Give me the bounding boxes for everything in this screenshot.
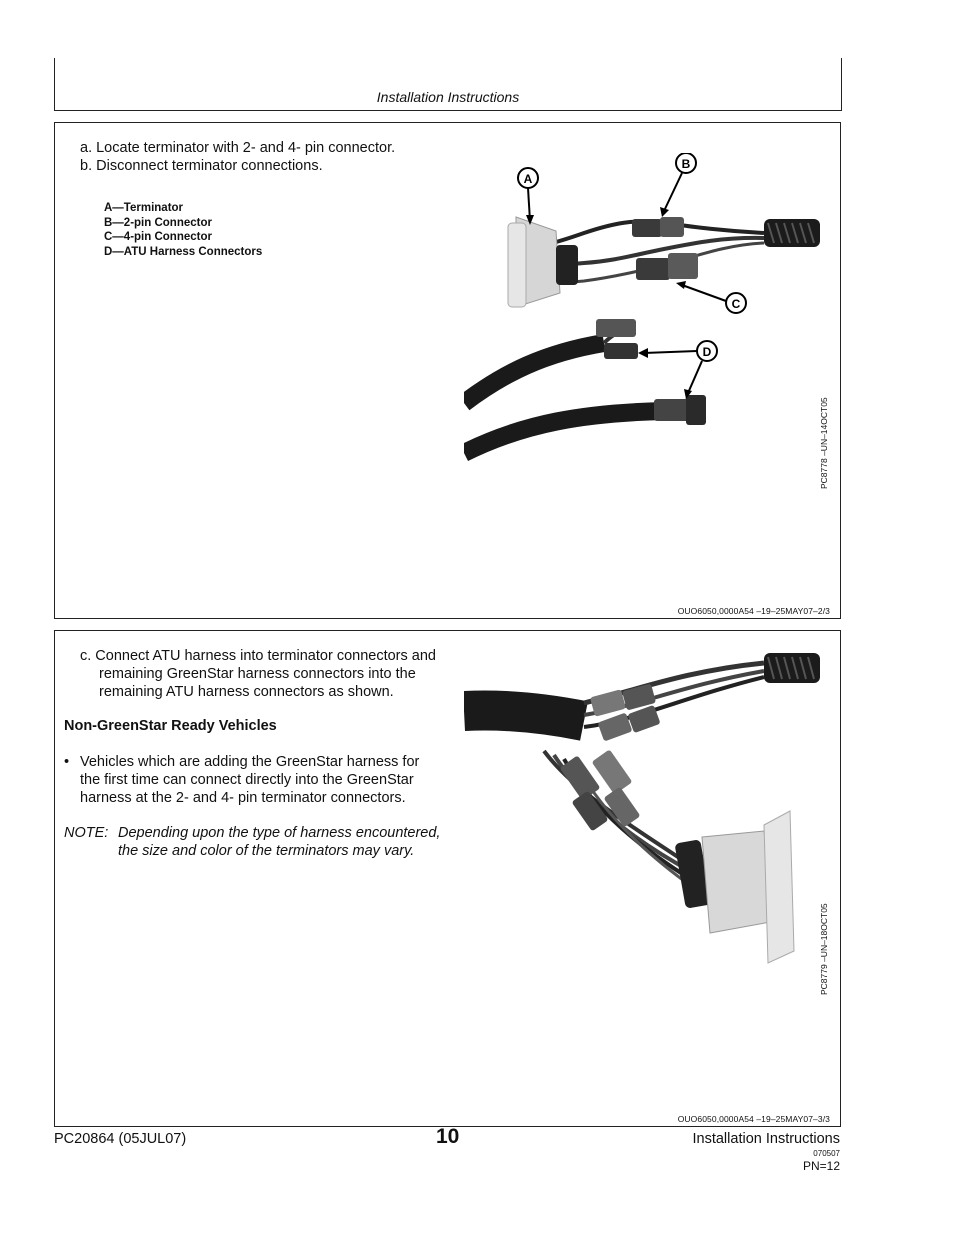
callout-b: [660, 153, 696, 217]
bullet-icon: •: [64, 754, 70, 770]
terminator-harness-photo: [464, 153, 824, 478]
page-header-title: Installation Instructions: [376, 89, 520, 105]
legend-item-a: A—Terminator: [104, 202, 184, 214]
svg-text:C: C: [731, 297, 741, 311]
step-c-line-1: c. Connect ATU harness into terminator connectors and: [80, 648, 436, 664]
callout-c: [676, 281, 746, 313]
note-label: NOTE:: [64, 825, 109, 841]
svg-text:B: B: [681, 157, 691, 171]
figure-1-image-label: PC8778 –UN–14OCT05: [819, 397, 829, 489]
step-a: a. Locate terminator with 2- and 4- pin connector.: [80, 140, 396, 156]
step-c-line-3: remaining ATU harness connectors as shown.: [99, 684, 394, 700]
header-box: [54, 58, 842, 111]
note-block: [64, 824, 484, 860]
instruction-panel-2: [54, 630, 841, 1127]
bullet-line-3: harness at the 2- and 4- pin terminator connectors.: [80, 790, 406, 806]
footer-doc-id: PC20864 (05JUL07): [54, 1131, 187, 1147]
footer-pn: PN=12: [802, 1159, 840, 1173]
svg-text:A: A: [523, 172, 533, 186]
step-c-line-2: remaining GreenStar harness connectors into the: [99, 666, 416, 682]
callout-a: [518, 168, 538, 225]
footer-title: Installation Instructions: [692, 1131, 840, 1147]
instruction-panel-1: [54, 122, 841, 619]
footer-code: 070507: [813, 1149, 840, 1158]
page-number: 10: [436, 1125, 460, 1148]
legend-item-c: C—4-pin Connector: [104, 231, 212, 244]
bullet-item: [64, 753, 464, 807]
panel-1-ref-code: OUO6050,0000A54 –19–25MAY07–2/3: [677, 606, 830, 616]
figure-legend: [104, 201, 262, 259]
subheading-non-greenstar: Non-GreenStar Ready Vehicles: [64, 718, 277, 734]
step-c: [80, 647, 480, 701]
panel-2-ref-code: OUO6050,0000A54 –19–25MAY07–3/3: [677, 1114, 830, 1124]
step-b: b. Disconnect terminator connections.: [80, 158, 323, 174]
bullet-line-1: Vehicles which are adding the GreenStar harness for: [80, 754, 420, 770]
legend-item-d: D—ATU Harness Connectors: [104, 245, 263, 258]
legend-item-b: B—2-pin Connector: [104, 216, 212, 229]
callout-d: [638, 341, 717, 399]
connected-harness-photo: [464, 641, 824, 976]
note-line-2: the size and color of the terminators may vary.: [118, 843, 415, 859]
svg-text:D: D: [702, 345, 712, 359]
figure-2-image-label: PC8779 –UN–18OCT05: [819, 903, 829, 995]
bullet-line-2: the first time can connect directly into the GreenStar: [80, 772, 414, 788]
note-line-1: Depending upon the type of harness encountered,: [118, 825, 441, 841]
